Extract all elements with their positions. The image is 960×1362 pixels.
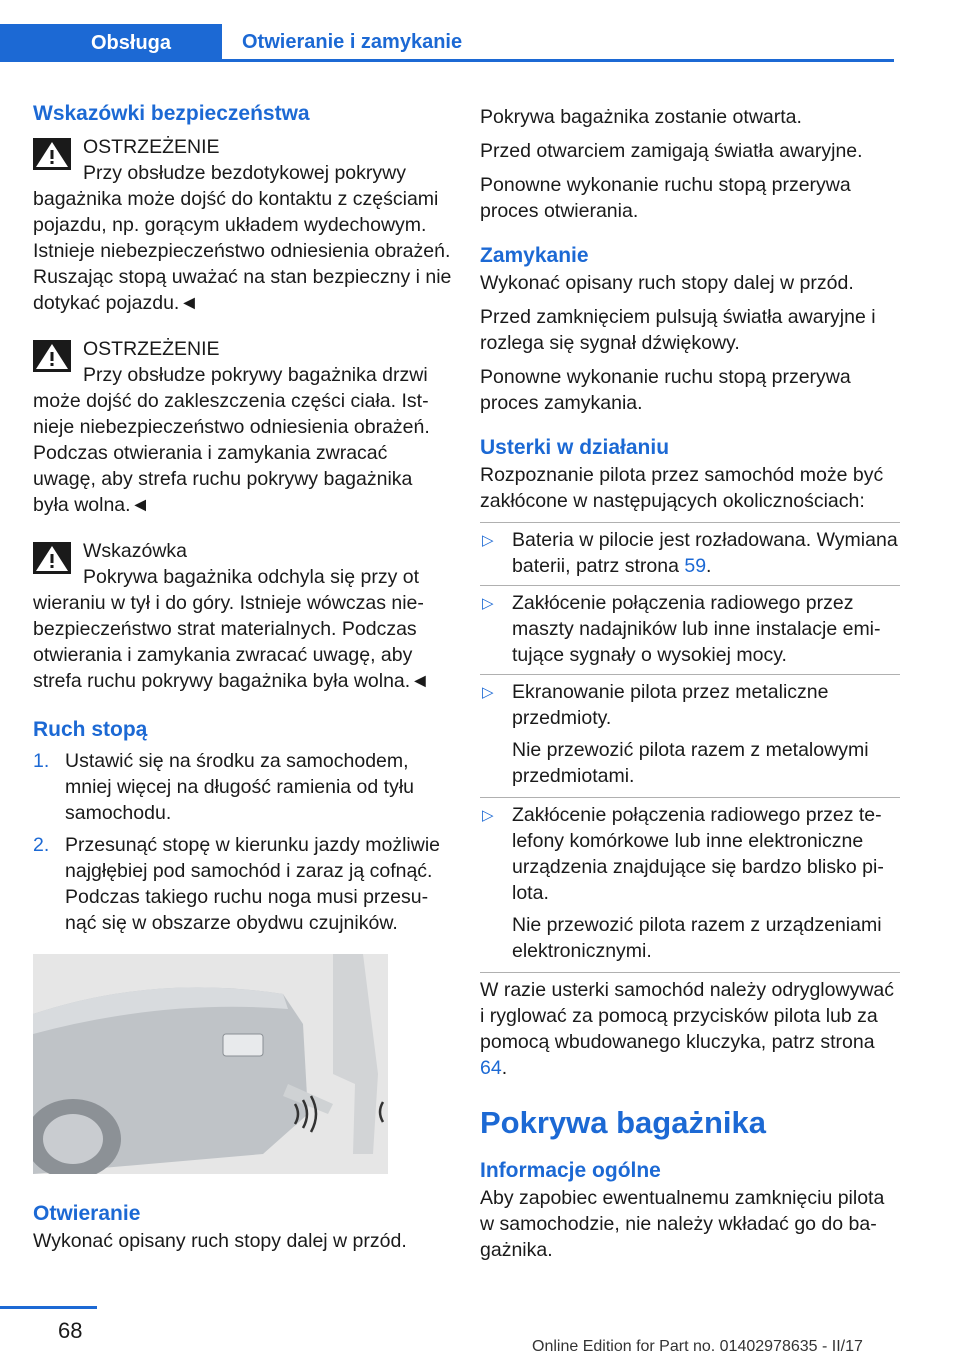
list-item: [33, 748, 453, 826]
list-text-end: .: [706, 555, 712, 577]
triangle-bullet-icon: ▷: [482, 807, 494, 824]
list-number: 2.: [33, 834, 50, 856]
left-column: [33, 100, 453, 1262]
section-tab[interactable]: Obsługa: [0, 24, 222, 62]
page-link[interactable]: 59: [684, 555, 707, 577]
fault-end: [480, 972, 900, 1081]
warning-text: wieraniu w tył i do góry. Istnieje wówczas niebezpieczeństwo strat materialnych. Podczas otwierania i zamykania zwracać uwagę, aby strefa ruchu pokrywy bagażnika była wolna.◄: [33, 592, 430, 692]
list-text: Zakłócenie połączenia radiowego przez telefony komórkowe lub inne elektroniczne urządzenia znajdujące się bardzo blisko pilota.: [512, 804, 884, 904]
car-rear-illustration: [33, 954, 388, 1174]
fault-intro: Rozpoznanie pilota przez samochód może być zakłócone w następujących okolicznościach:: [480, 464, 884, 512]
edition-label: Online Edition for Part no. 01402978635 - II/17: [532, 1338, 863, 1355]
foot-heading: Ruch stopą: [33, 718, 148, 741]
list-extra: Nie przewozić pilota razem z urządzeniami elektronicznymi.: [512, 914, 882, 962]
chapter-tab[interactable]: Otwieranie i zamykanie: [222, 24, 894, 62]
warning-triangle-icon: [33, 138, 71, 170]
list-text: Bateria w pilocie jest rozładowana. Wymiana baterii, patrz strona: [512, 529, 898, 577]
warning-text: bagażnika może dojść do kontaktu z częściami pojazdu, np. gorącym układem wydechowym. Istnieje niebezpieczeństwo odniesienia obrażeń. Ruszając stopą uważać na stan bezpieczny i nie dotykać pojazdu.◄: [33, 188, 452, 314]
trunk-heading: Pokrywa bagażnika: [480, 1105, 767, 1140]
list-item: [480, 522, 900, 579]
safety-heading: Wskazówki bezpieczeństwa: [33, 102, 310, 125]
warning-first-line: Pokrywa bagażnika odchyla się przy ot: [83, 566, 420, 588]
info-text: Aby zapobiec ewentualnemu zamknięciu pilota w samochodzie, nie należy wkładać go do bagażnika.: [480, 1187, 885, 1261]
triangle-bullet-icon: ▷: [482, 595, 494, 612]
close-heading: Zamykanie: [480, 244, 589, 267]
close-paragraph: Przed zamknięciem pulsują światła awaryjne i rozlega się sygnał dźwiękowy.: [480, 306, 876, 354]
page-number: 68: [58, 1318, 83, 1343]
page-header: [0, 0, 960, 62]
warning-title: OSTRZEŻENIE: [83, 136, 220, 158]
fault-end-text: W razie usterki samochód należy odryglowywać i ryglować za pomocą przycisków pilota lub za pomocą wbudowanego kluczyka, patrz strona: [480, 979, 894, 1053]
open-text: Wykonać opisany ruch stopy dalej w przód.: [33, 1230, 407, 1252]
list-extra: Nie przewozić pilota razem z metalowymi przedmiotami.: [512, 739, 869, 787]
warning-title: Wskazówka: [83, 540, 188, 562]
fault-end-after: .: [501, 1057, 508, 1079]
list-text: Ekranowanie pilota przez metaliczne przedmioty.: [512, 681, 829, 729]
list-item: [480, 797, 900, 964]
list-text: Ustawić się na środku za samochodem, mniej więcej na długość ramienia od tyłu samochodu.: [65, 750, 415, 824]
list-number: 1.: [33, 750, 50, 772]
footer-rule: [0, 1306, 97, 1309]
illustration-foot-sensor: [33, 954, 388, 1174]
warning-block: [33, 134, 453, 316]
triangle-bullet-icon: ▷: [482, 532, 494, 549]
open-paragraph: Ponowne wykonanie ruchu stopą przerywa proces otwierania.: [480, 174, 851, 222]
warning-first-line: Przy obsłudze pokrywy bagażnika drzwi: [83, 364, 428, 386]
open-heading: Otwieranie: [33, 1202, 141, 1225]
warning-triangle-icon: [33, 542, 71, 574]
close-paragraph: Ponowne wykonanie ruchu stopą przerywa proces zamykania.: [480, 366, 851, 414]
close-paragraph: Wykonać opisany ruch stopy dalej w przód.: [480, 272, 854, 294]
page-link[interactable]: 64: [480, 1057, 502, 1079]
info-heading: Informacje ogólne: [480, 1159, 661, 1182]
open-paragraph: Pokrywa bagażnika zostanie otwarta.: [480, 106, 802, 128]
open-paragraph: Przed otwarciem zamigają światła awaryjne.: [480, 140, 863, 162]
list-item: [480, 674, 900, 789]
warning-title: OSTRZEŻENIE: [83, 338, 220, 360]
list-text: Przesunąć stopę w kierunku jazdy możliwie najgłębiej pod samochód i zaraz ją cofnąć. Podczas takiego ruchu noga musi przesunąć się w obszarze obydwu czujników.: [65, 834, 440, 934]
list-item: [480, 585, 900, 668]
warning-triangle-icon: [33, 340, 71, 372]
warning-block: [33, 336, 453, 518]
warning-first-line: Przy obsłudze bezdotykowej pokrywy: [83, 162, 406, 184]
warning-block: [33, 538, 453, 694]
right-column: [480, 104, 900, 1271]
warning-text: może dojść do zakleszczenia części ciała. Istnieje niebezpieczeństwo odniesienia obrażeń. Podczas otwierania i zamykania zwracać uwagę, aby strefa ruchu pokrywy bagażnika była wolna.◄: [33, 390, 430, 516]
list-text: Zakłócenie połączenia radiowego przez maszty nadajników lub inne instalacje emitujące sygnały o wysokiej mocy.: [512, 592, 881, 666]
list-item: [33, 832, 453, 936]
triangle-bullet-icon: ▷: [482, 684, 494, 701]
fault-heading: Usterki w działaniu: [480, 436, 670, 459]
